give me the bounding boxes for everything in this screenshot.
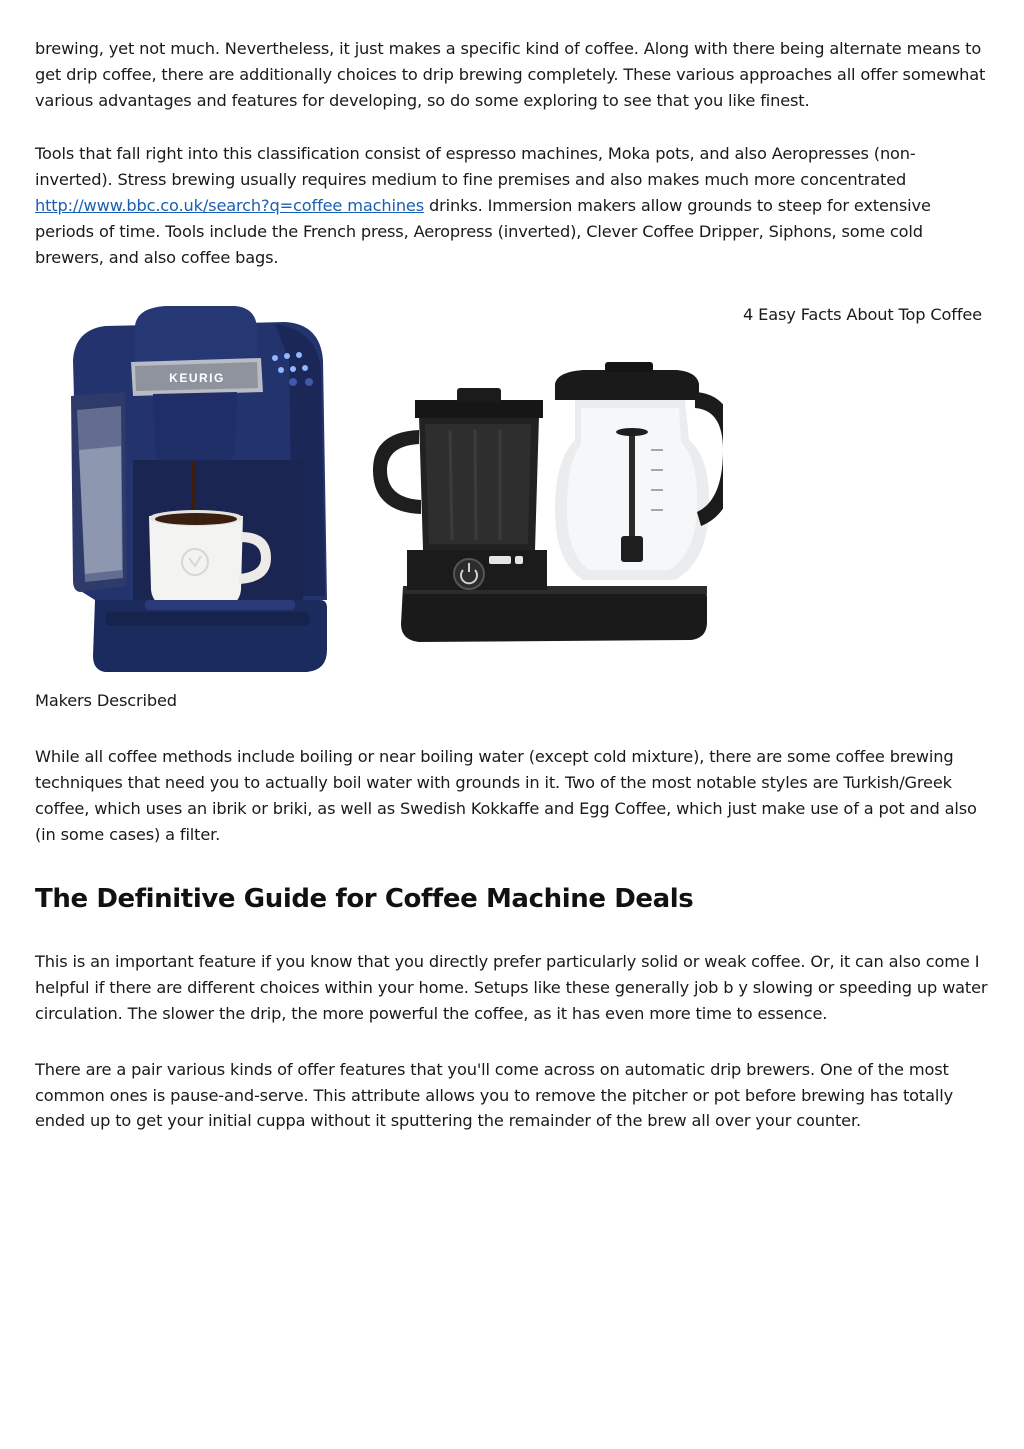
strength-paragraph: This is an important feature if you know that you directly prefer particularly solid or weak coffee. Or, it can also come I helpful if there are different choices within your home. Setups like these generally job b y slowing or speeding up water circulation. The slower the drip, the more powerful the coffee, as it has even more time to essence.	[35, 952, 988, 1023]
figure-caption-continued: Makers Described	[35, 691, 177, 711]
tools-text-before-link: Tools that fall right into this classification consist of espresso machines, Moka pots, and also Aeropresses (non-inverted). Stress brewing usually requires medium to fine premises and also makes much more concentrated	[35, 144, 916, 190]
keurig-brand-label: KEURIG	[169, 371, 225, 386]
figure-caption-right: 4 Easy Facts About Top Coffee	[743, 305, 982, 325]
document-page	[35, 36, 990, 1134]
keurig-brewer-illustration	[71, 306, 327, 672]
figure-row	[35, 300, 990, 688]
coffee-makers-image	[35, 300, 723, 684]
pause-serve-paragraph: There are a pair various kinds of offer features that you'll come across on automatic drip brewers. One of the most common ones is pause-and-serve. This attribute allows you to remove the pitcher or pot before brewing has totally ended up to get your initial cuppa without it sputtering the remainder of the brew all over your counter.	[35, 1059, 954, 1131]
tools-paragraph	[35, 141, 990, 270]
bbc-search-link[interactable]: http://www.bbc.co.uk/search?q=coffee machines	[35, 195, 425, 215]
boiling-paragraph: While all coffee methods include boiling or near boiling water (except cold mixture), there are some coffee brewing techniques that need you to actually boil water with grounds in it. Two of the most notable styles are Turkish/Greek coffee, which uses an ibrik or briki, as well as Swedish Kokkaffe and Egg Coffee, which just make use of a pot and also (in some cases) a filter.	[35, 747, 977, 844]
cold-brew-maker-illustration	[373, 362, 723, 642]
intro-paragraph: brewing, yet not much. Nevertheless, it just makes a specific kind of coffee. Along with there being alternate means to get drip coffee, there are additionally choices to drip brewing completely. These various approaches all offer somewhat various advantages and features for developing, so do some exploring to see that you like finest.	[35, 39, 986, 110]
tools-text-after-link: drinks. Immersion makers allow grounds to steep for extensive periods of time. Tools include the French press, Aeropress (inverted), Clever Coffee Dripper, Siphons, some cold brewers, and also coffee bags.	[35, 195, 931, 267]
section-heading: The Definitive Guide for Coffee Machine Deals	[35, 884, 694, 915]
